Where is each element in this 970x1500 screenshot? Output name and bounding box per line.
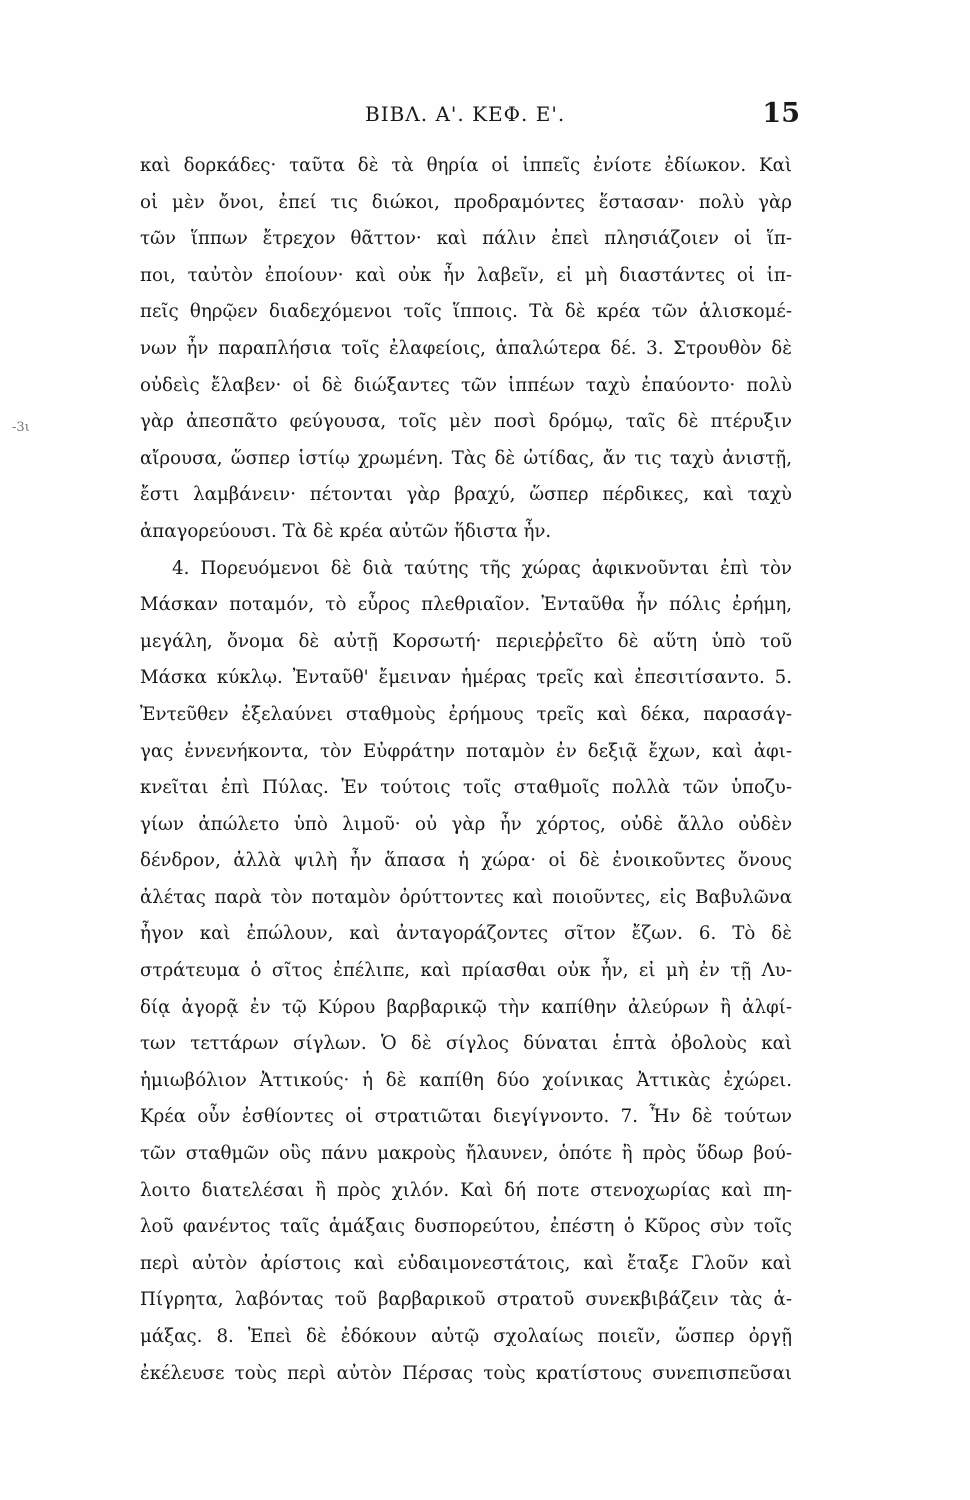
body-text xyxy=(140,148,792,1392)
text-line: των τεττάρων σίγλων. Ὁ δὲ σίγλος δύναται ἑπτὰ ὀβολοὺς καὶ xyxy=(140,1033,792,1055)
running-head xyxy=(140,98,800,138)
text-line: ἦγον καὶ ἐπώλουν, καὶ ἀνταγοράζοντες σῖτον ἔζων. 6. Τὸ δὲ xyxy=(140,923,792,945)
text-line: περὶ αὐτὸν ἀρίστοις καὶ εὐδαιμονεστάτοις, καὶ ἔταξε Γλοῦν καὶ xyxy=(140,1252,792,1274)
text-line: νων ἦν παραπλήσια τοῖς ἐλαφείοις, ἁπαλώτερα δέ. 3. Στρουθὸν δὲ xyxy=(140,337,792,359)
text-line: μεγάλη, ὄνομα δὲ αὐτῇ Κορσωτή· περιεῤῥεῖτο δὲ αὕτη ὑπὸ τοῦ xyxy=(140,630,792,652)
text-line: κνεῖται ἐπὶ Πύλας. Ἐν τούτοις τοῖς σταθμοῖς πολλὰ τῶν ὑποζυ- xyxy=(140,777,792,799)
text-line: λοῦ φανέντος ταῖς ἁμάξαις δυσπορεύτου, ἐπέστη ὁ Κῦρος σὺν τοῖς xyxy=(140,1216,792,1238)
margin-mark: -3ι xyxy=(12,420,30,435)
page-number: 15 xyxy=(762,98,800,129)
text-line: ἀλέτας παρὰ τὸν ποταμὸν ὀρύττοντες καὶ ποιοῦντες, εἰς Βαβυλῶνα xyxy=(140,886,792,908)
text-line: γίων ἀπώλετο ὑπὸ λιμοῦ· οὐ γὰρ ἦν χόρτος, οὐδὲ ἄλλο οὐδὲν xyxy=(140,813,792,835)
text-line: αἴρουσα, ὥσπερ ἱστίῳ χρωμένη. Τὰς δὲ ὠτίδας, ἄν τις ταχὺ ἀνιστῇ, xyxy=(140,447,792,469)
text-line: Ἐντεῦθεν ἐξελαύνει σταθμοὺς ἐρήμους τρεῖς καὶ δέκα, παρασάγ- xyxy=(140,703,792,725)
text-line: τῶν σταθμῶν οὓς πάνυ μακροὺς ἤλαυνεν, ὁπότε ἢ πρὸς ὕδωρ βού- xyxy=(140,1143,792,1165)
text-line: Κρέα οὖν ἐσθίοντες οἱ στρατιῶται διεγίγνοντο. 7. Ἦν δὲ τούτων xyxy=(140,1106,792,1128)
text-line: γας ἐννενήκοντα, τὸν Εὐφράτην ποταμὸν ἐν δεξιᾷ ἔχων, καὶ ἀφι- xyxy=(140,740,792,762)
text-line: Μάσκαν ποταμόν, τὸ εὖρος πλεθριαῖον. Ἐνταῦθα ἦν πόλις ἐρήμη, xyxy=(140,594,792,616)
text-line: μάξας. 8. Ἐπεὶ δὲ ἐδόκουν αὐτῷ σχολαίως ποιεῖν, ὥσπερ ὀργῇ xyxy=(140,1326,792,1347)
text-line: καὶ δορκάδες· ταῦτα δὲ τὰ θηρία οἱ ἱππεῖς ἐνίοτε ἐδίωκον. Καὶ xyxy=(140,155,792,176)
text-line: δένδρον, ἀλλὰ ψιλὴ ἦν ἅπασα ἡ χώρα· οἱ δὲ ἐνοικοῦντες ὄνους xyxy=(140,850,792,872)
text-line: λοιτο διατελέσαι ἢ πρὸς χιλόν. Καὶ δή ποτε στενοχωρίας καὶ πη- xyxy=(140,1179,792,1201)
text-line: ἡμιωβόλιον Ἀττικούς· ἡ δὲ καπίθη δύο χοίνικας Ἀττικὰς ἐχώρει. xyxy=(140,1069,792,1091)
text-line: Μάσκα κύκλῳ. Ἐνταῦθ' ἔμειναν ἡμέρας τρεῖς καὶ ἐπεσιτίσαντο. 5. xyxy=(140,667,792,689)
text-line: Πίγρητα, λαβόντας τοῦ βαρβαρικοῦ στρατοῦ συνεκβιβάζειν τὰς ἁ- xyxy=(140,1289,792,1311)
text-line: ἀπαγορεύουσι. Τὰ δὲ κρέα αὐτῶν ἥδιστα ἦν. xyxy=(140,520,552,542)
text-line: δίᾳ ἀγορᾷ ἐν τῷ Κύρου βαρβαρικῷ τὴν καπίθην ἀλεύρων ἢ ἀλφί- xyxy=(140,996,792,1018)
text-line: γὰρ ἀπεσπᾶτο φεύγουσα, τοῖς μὲν ποσὶ δρόμῳ, ταῖς δὲ πτέρυξιν xyxy=(140,411,792,433)
text-line: οὐδεὶς ἔλαβεν· οἱ δὲ διώξαντες τῶν ἱππέων ταχὺ ἐπαύοντο· πολὺ xyxy=(140,374,792,396)
running-title: ΒΙΒΛ. Α'. ΚΕΦ. Ε'. xyxy=(365,102,566,126)
text-line: πεῖς θηρῷεν διαδεχόμενοι τοῖς ἵπποις. Τὰ δὲ κρέα τῶν ἁλισκομέ- xyxy=(140,301,792,323)
text-line: στράτευμα ὁ σῖτος ἐπέλιπε, καὶ πρίασθαι οὐκ ἦν, εἰ μὴ ἐν τῇ Λυ- xyxy=(140,960,792,982)
text-line: οἱ μὲν ὄνοι, ἐπεί τις διώκοι, προδραμόντες ἕστασαν· πολὺ γὰρ xyxy=(140,191,792,213)
text-line: 4. Πορευόμενοι δὲ διὰ ταύτης τῆς χώρας ἀφικνοῦνται ἐπὶ τὸν xyxy=(172,557,792,579)
text-line: ἔστι λαμβάνειν· πέτονται γὰρ βραχύ, ὥσπερ πέρδικες, καὶ ταχὺ xyxy=(140,484,792,506)
text-line: ἐκέλευσε τοὺς περὶ αὐτὸν Πέρσας τοὺς κρατίστους συνεπισπεῦσαι xyxy=(140,1362,792,1384)
text-line: ποι, ταὐτὸν ἐποίουν· καὶ οὐκ ἦν λαβεῖν, εἰ μὴ διαστάντες οἱ ἱπ- xyxy=(140,264,792,286)
text-line: τῶν ἵππων ἔτρεχον θᾶττον· καὶ πάλιν ἐπεὶ πλησιάζοιεν οἱ ἵπ- xyxy=(140,228,792,250)
